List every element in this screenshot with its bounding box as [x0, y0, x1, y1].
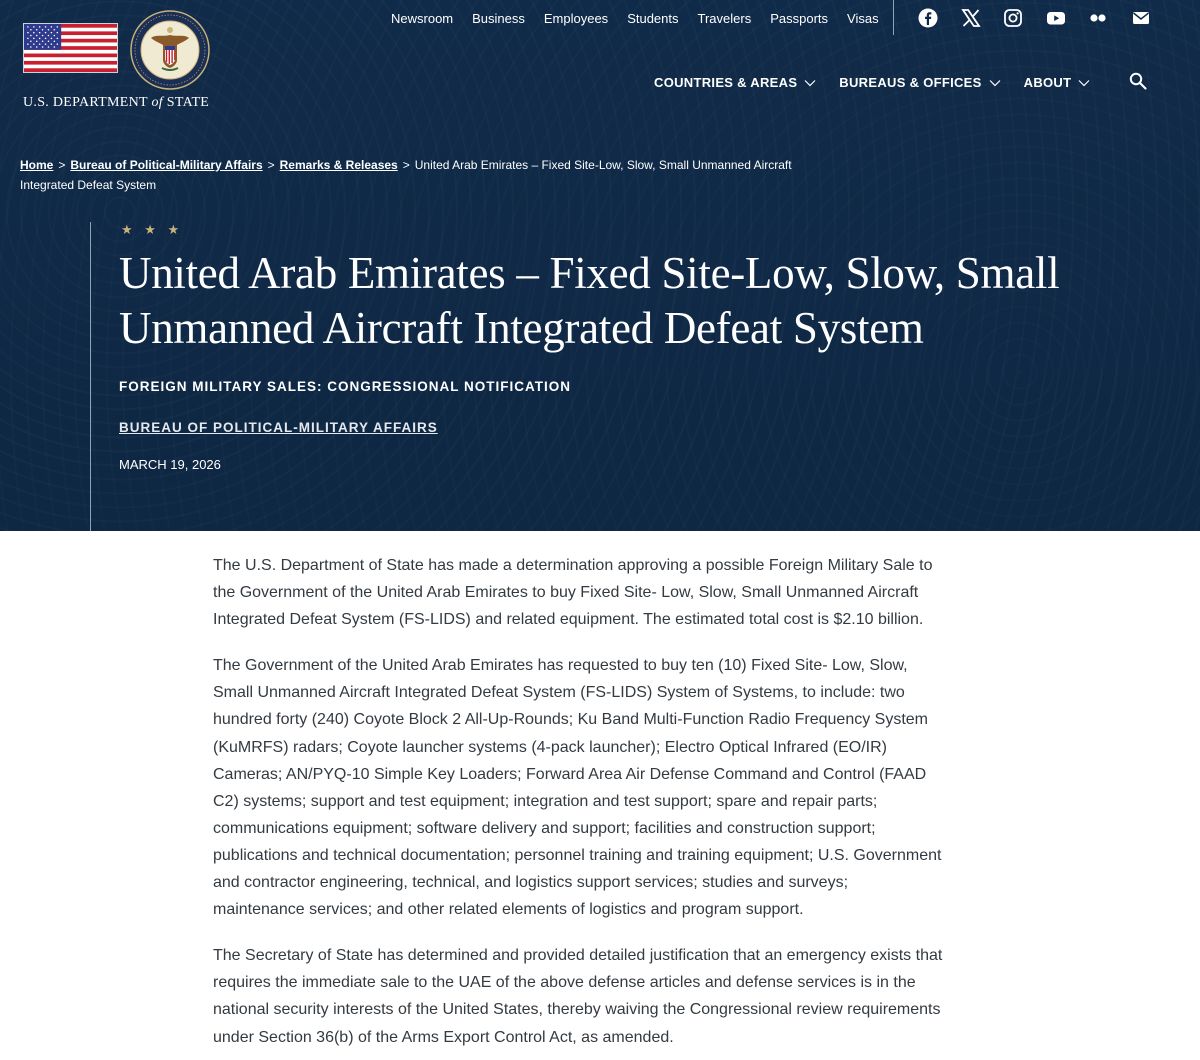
- chevron-down-icon: [804, 79, 816, 87]
- instagram-icon[interactable]: [1003, 8, 1023, 28]
- utility-link-employees[interactable]: Employees: [543, 11, 609, 26]
- breadcrumb-current: United Arab Emirates – Fixed Site-Low, Slow, Small Unmanned Aircraft Integrated Defeat System: [20, 158, 792, 192]
- chevron-down-icon: [989, 79, 1001, 87]
- nav-countries-areas-label: COUNTRIES & AREAS: [654, 75, 798, 90]
- stars-ornament: ★ ★ ★: [121, 222, 184, 237]
- body-paragraph: The U.S. Department of State has made a determination approving a possible Foreign Military Sale to the Government of the United Arab Emirates to buy Fixed Site- Low, Slow, Small Unmanned Aircraft Integrated Defeat System (FS-LIDS) and related equipment. The estimated total cost is $2.10 billion.: [213, 557, 933, 629]
- email-icon[interactable]: [1131, 8, 1151, 28]
- department-seal-icon[interactable]: [130, 10, 210, 90]
- release-type: FOREIGN MILITARY SALES: CONGRESSIONAL NOTIFICATION: [119, 379, 572, 394]
- logo-of: of: [151, 95, 163, 110]
- breadcrumb-remarks-releases[interactable]: Remarks & Releases: [279, 158, 398, 172]
- x-icon[interactable]: [961, 8, 981, 28]
- page-title: United Arab Emirates – Fixed Site-Low, Slow, Small Unmanned Aircraft Integrated Defeat System: [119, 248, 1060, 353]
- nav-about[interactable]: [1024, 75, 1091, 90]
- breadcrumb-separator: >: [402, 158, 410, 172]
- breadcrumb-bureau[interactable]: Bureau of Political-Military Affairs: [70, 158, 263, 172]
- nav-about-label: ABOUT: [1023, 75, 1072, 90]
- flickr-icon[interactable]: [1088, 8, 1108, 28]
- logo-line-1: U.S. DEPARTMENT: [23, 95, 148, 110]
- search-icon[interactable]: [1129, 72, 1147, 90]
- utility-link-travelers[interactable]: Travelers: [697, 11, 752, 26]
- utility-nav: [391, 11, 898, 27]
- youtube-icon[interactable]: [1046, 8, 1066, 28]
- chevron-down-icon: [1078, 79, 1090, 87]
- utility-link-passports[interactable]: Passports: [770, 11, 829, 26]
- site-logo-text[interactable]: [23, 95, 223, 111]
- nav-bureaus-offices[interactable]: [839, 75, 1000, 90]
- release-date: MARCH 19, 2026: [119, 457, 221, 472]
- utility-link-newsroom[interactable]: Newsroom: [391, 11, 454, 26]
- main-nav: [654, 75, 1113, 90]
- us-flag-icon[interactable]: [23, 23, 118, 73]
- facebook-icon[interactable]: [918, 8, 938, 28]
- nav-countries-areas[interactable]: [654, 75, 816, 90]
- title-divider-line: [90, 222, 91, 531]
- utility-link-business[interactable]: Business: [472, 11, 525, 26]
- logo-line-2: STATE: [166, 95, 210, 110]
- body-paragraph: The Government of the United Arab Emirates has requested to buy ten (10) Fixed Site- Low, Slow, Small Unmanned Aircraft Integrated Defeat System (FS-LIDS) System of Systems, to include: two hundred forty (240) Coyote Block 2 All-Up-Rounds; Ku Band Multi-Function Radio Frequency System (KuMRFS) radars; Coyote launcher systems (4-pack launcher); Electro Optical Infrared (EO/IR) Cameras; AN/PYQ-10 Simple Key Loaders; Forward Area Air Defense Command and Control (FAAD C2) systems; support and test equipment; integration and test support; spare and repair parts; communications equipment; software delivery and support; facilities and construction support; publications and technical documentation; personnel training and training equipment; U.S. Government and contractor engineering, technical, and logistics support services; studies and surveys; maintenance services; and other related elements of logistics and program support.: [213, 657, 942, 919]
- bureau-link[interactable]: BUREAU OF POLITICAL-MILITARY AFFAIRS: [119, 420, 438, 435]
- utility-link-students[interactable]: Students: [627, 11, 679, 26]
- breadcrumb-separator: >: [58, 158, 66, 172]
- breadcrumb: [20, 155, 820, 195]
- nav-bureaus-offices-label: BUREAUS & OFFICES: [839, 75, 982, 90]
- social-links: [918, 8, 1173, 28]
- utility-divider: [893, 0, 894, 35]
- article-body: [213, 552, 943, 1060]
- breadcrumb-separator: >: [267, 158, 275, 172]
- breadcrumb-home[interactable]: Home: [20, 158, 54, 172]
- utility-link-visas[interactable]: Visas: [847, 11, 879, 26]
- body-paragraph: The Secretary of State has determined and provided detailed justification that an emergency exists that requires the immediate sale to the UAE of the above defense articles and defense services is in the national security interests of the United States, thereby waiving the Congressional review requirements under Section 36(b) of the Arms Export Control Act, as amended.: [213, 947, 943, 1046]
